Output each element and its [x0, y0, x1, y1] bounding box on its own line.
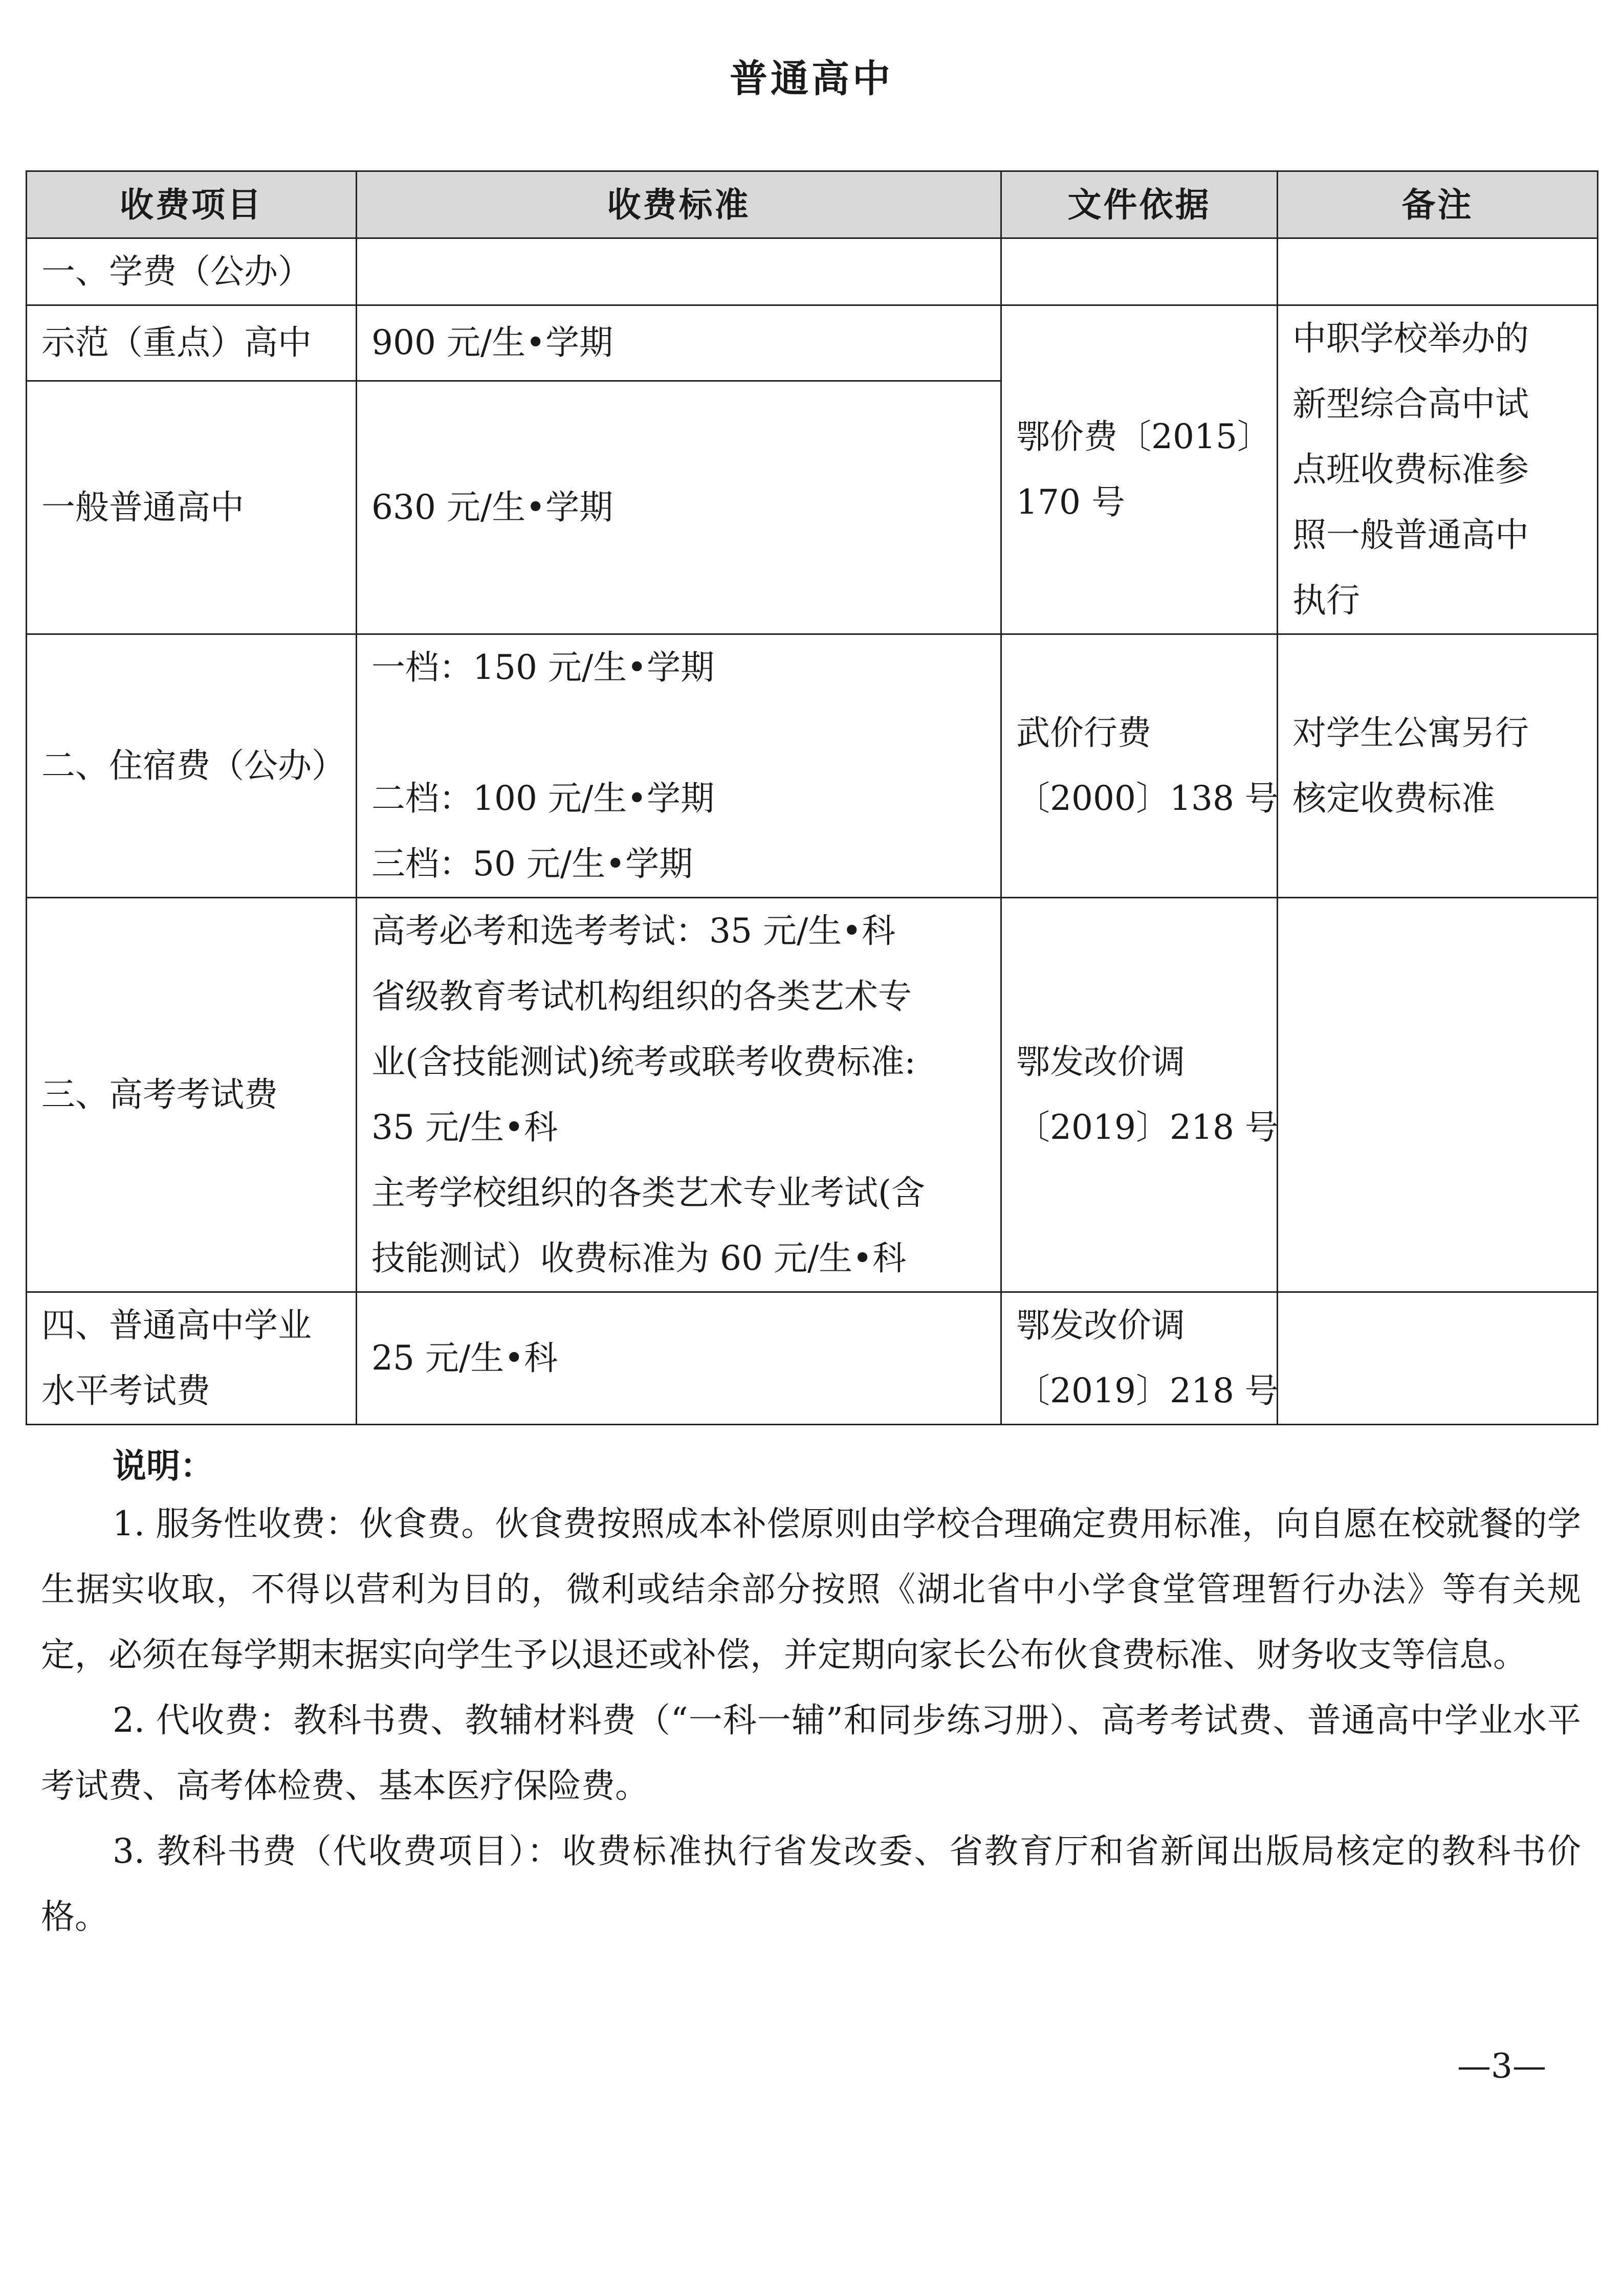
- page-title: 普通高中: [730, 57, 893, 101]
- general-school-fee: 630 元/生•学期: [357, 381, 1001, 634]
- notes-section: [41, 1440, 1581, 1950]
- table-row: [27, 305, 1598, 381]
- header-fee-standard: 收费标准: [357, 171, 1001, 238]
- key-school-fee: 900 元/生•学期: [357, 305, 1001, 381]
- exam-fees: 高考必考和选考考试：35 元/生•科 省级教育考试机构组织的各类艺术专 业(含技能测试)统考或联考收费标准: 35 元/生•科 主考学校组织的各类艺术专业考试(含 技能测试）收费标准为 60 元/生•科: [357, 898, 1001, 1292]
- note-item: 1. 服务性收费：伙食费。伙食费按照成本补偿原则由学校合理确定费用标准，向自愿在校就餐的学生据实收取，不得以营利为目的，微利或结余部分按照《湖北省中小学食堂管理暂行办法》等有关规定，必须在每学期末据实向学生予以退还或补偿，并定期向家长公布伙食费标准、财务收支等信息。: [41, 1504, 1581, 1674]
- exam-basis: 鄂发改价调 〔2019〕218 号: [1001, 898, 1278, 1292]
- dorm-basis: 武价行费 〔2000〕138 号: [1001, 634, 1278, 898]
- note-item: 3. 教科书费（代收费项目）：收费标准执行省发改委、省教育厅和省新闻出版局核定的教科书价格。: [41, 1831, 1581, 1936]
- exam-label: 三、高考考试费: [27, 898, 357, 1292]
- general-school-label: 一般普通高中: [27, 381, 357, 634]
- section-tuition-label: 一、学费（公办）: [27, 238, 357, 305]
- dorm-note: 对学生公寓另行 核定收费标准: [1278, 634, 1598, 898]
- level-exam-fee: 25 元/生•科: [357, 1292, 1001, 1425]
- table-row: [27, 634, 1598, 898]
- key-school-label: 示范（重点）高中: [27, 305, 357, 381]
- header-fee-item: 收费项目: [27, 171, 357, 238]
- page-number: —3—: [1457, 2046, 1546, 2086]
- table-header-row: [27, 171, 1598, 238]
- header-document-basis: 文件依据: [1001, 171, 1278, 238]
- table-row: [27, 238, 1598, 305]
- header-remarks: 备注: [1278, 171, 1598, 238]
- notes-heading: 说明：: [113, 1446, 214, 1486]
- tuition-basis: 鄂价费〔2015〕 170 号: [1001, 305, 1278, 634]
- table-row: [27, 898, 1598, 1292]
- fee-table: [26, 170, 1598, 1425]
- note-item: 2. 代收费：教科书费、教辅材料费（“一科一辅”和同步练习册）、高考考试费、普通高中学业水平考试费、高考体检费、基本医疗保险费。: [41, 1701, 1581, 1805]
- dorm-fees: 一档：150 元/生•学期 二档：100 元/生•学期 三档：50 元/生•学期: [357, 634, 1001, 898]
- dorm-label: 二、住宿费（公办）: [27, 634, 357, 898]
- level-exam-basis: 鄂发改价调 〔2019〕218 号: [1001, 1292, 1278, 1425]
- tuition-note: 中职学校举办的 新型综合高中试 点班收费标准参 照一般普通高中 执行: [1278, 305, 1598, 634]
- level-exam-label: 四、普通高中学业 水平考试费: [27, 1292, 357, 1425]
- table-row: [27, 1292, 1598, 1425]
